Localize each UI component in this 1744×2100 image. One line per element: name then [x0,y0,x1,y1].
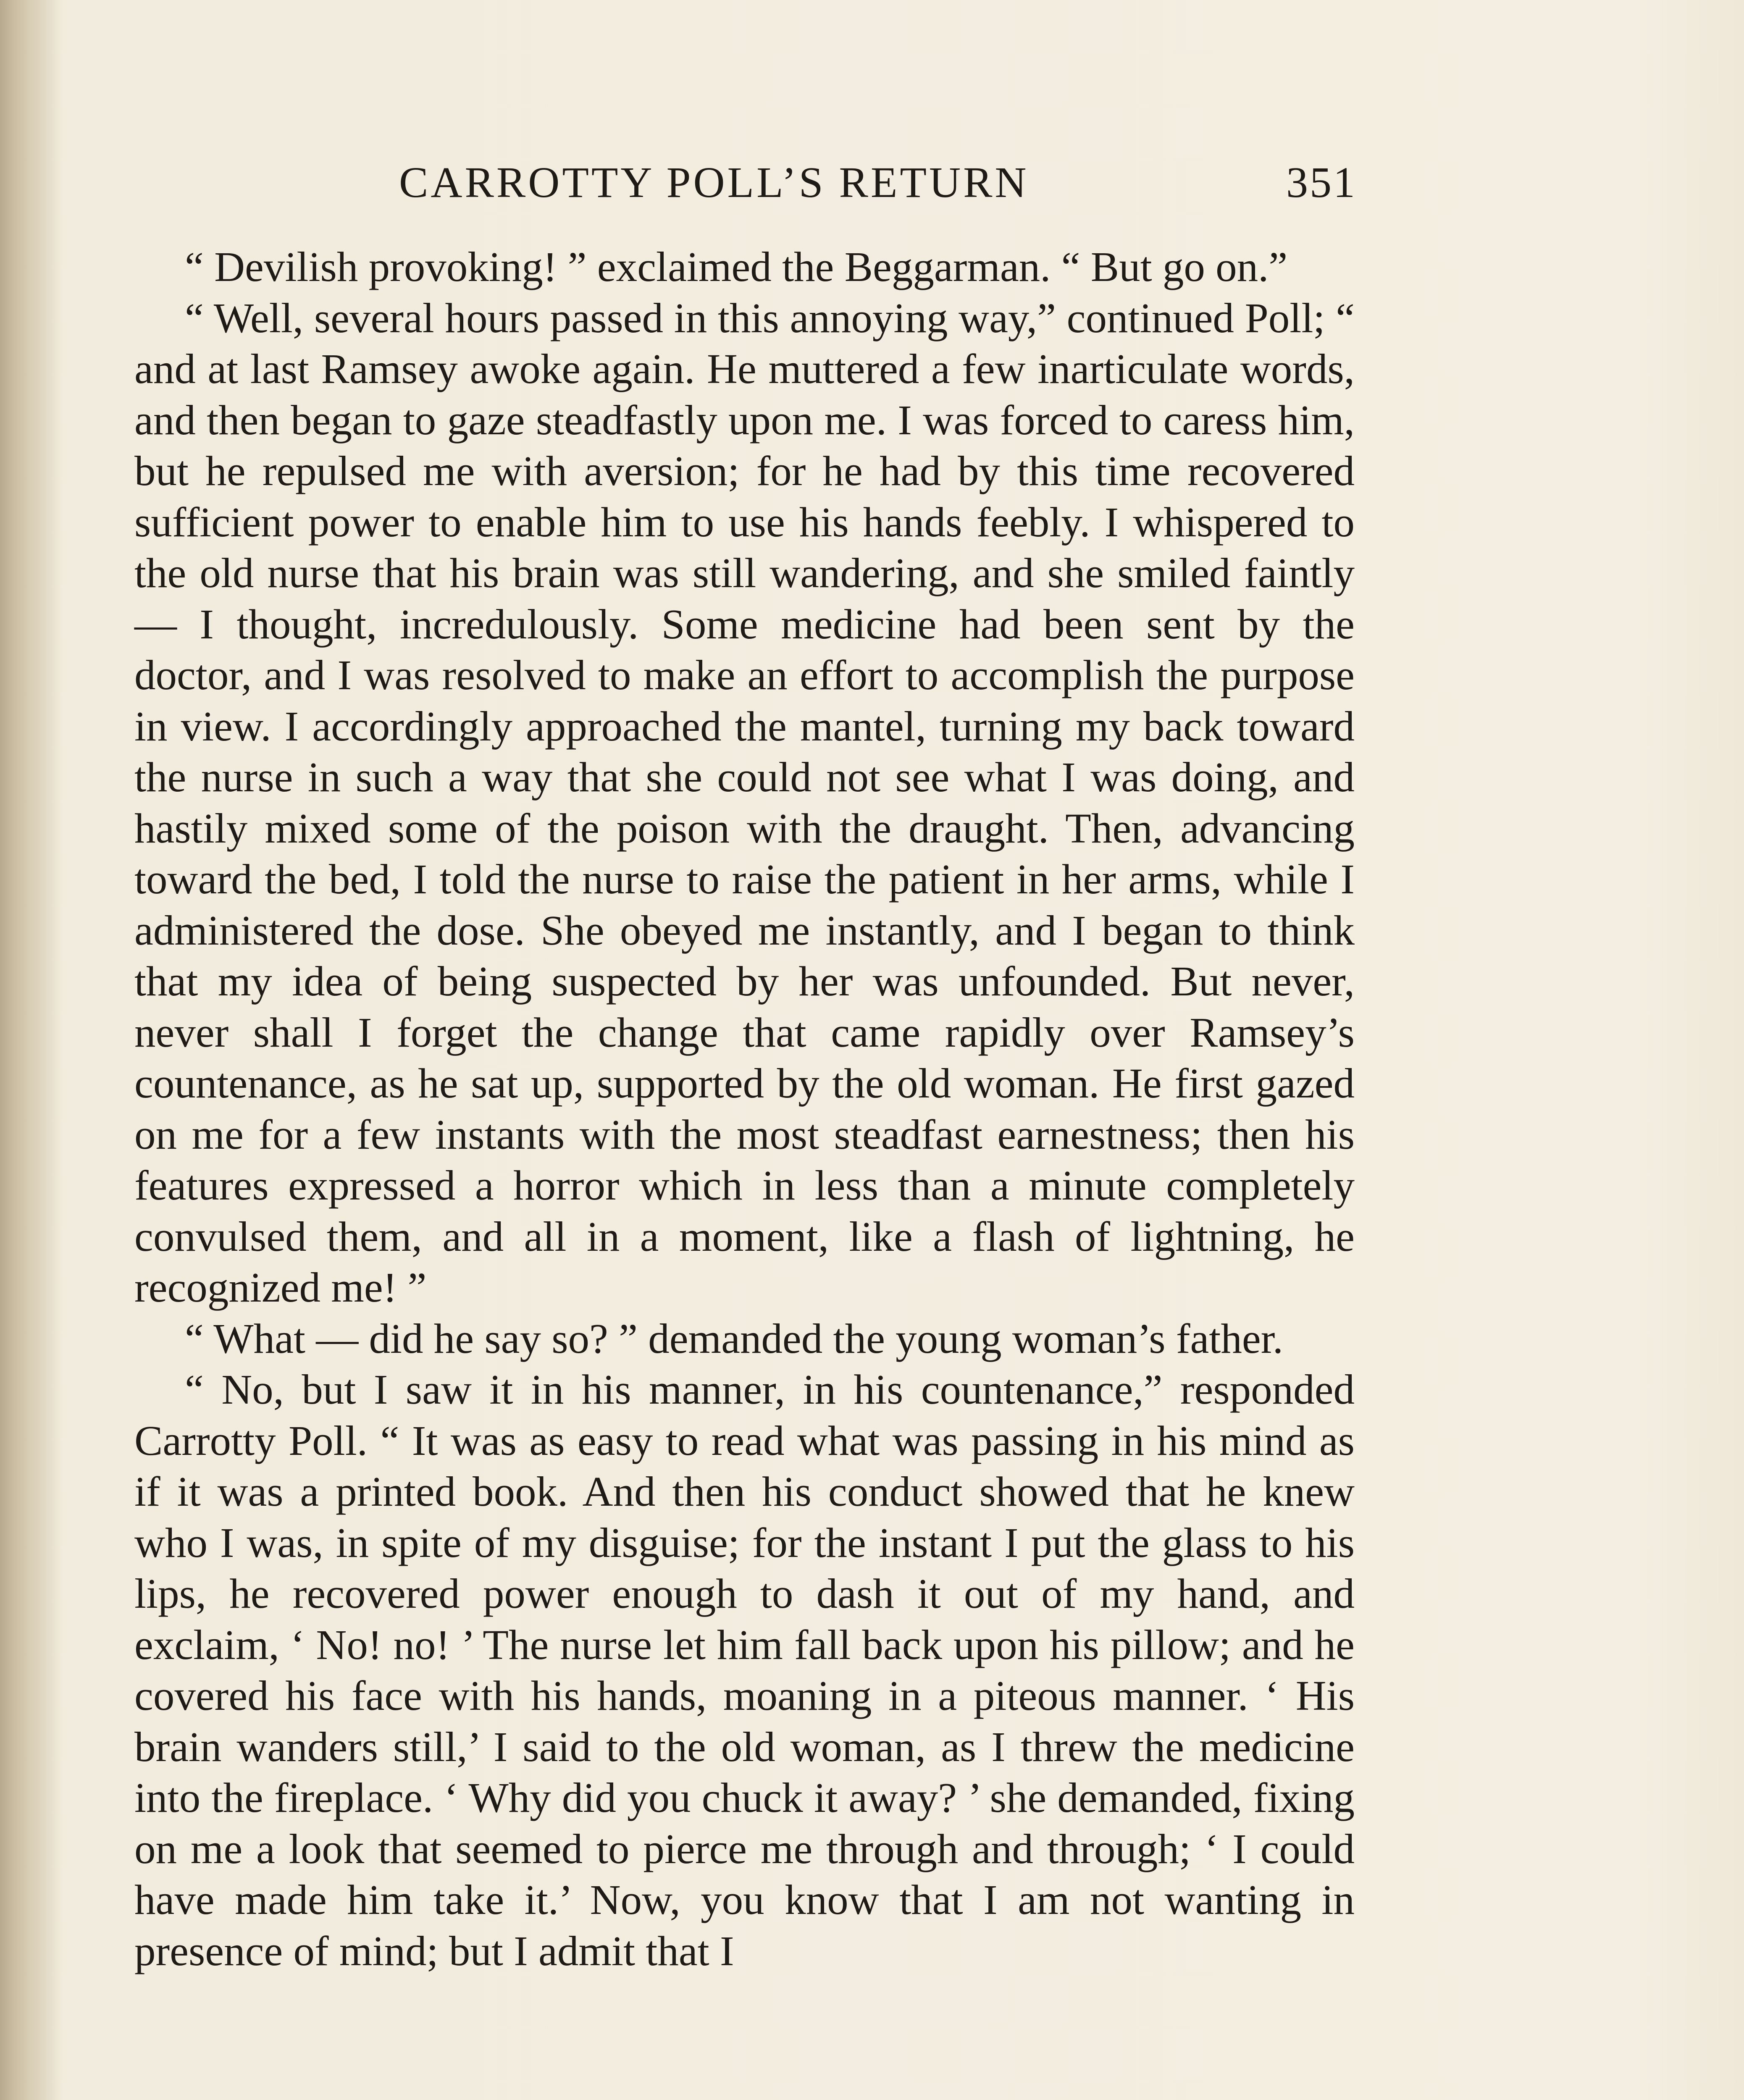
paragraph: “ What — did he say so? ” demanded the young woman’s father. [185,1315,1284,1362]
paragraph: “ Devilish provoking! ” exclaimed the Beggarman. “ But go on.” [185,243,1288,290]
page-binding-shadow [0,0,63,2100]
paragraph: “ Well, several hours passed in this annoying way,” continued Poll; “ and at last Ramsey awoke again. He muttered a few inarticulate words, and then began to gaze steadfastly upon me. I was forced to caress him, but he repulsed me with aversion; for he had by this time recovered sufficient power to enable him to use his hands feebly. I whispered to the old nurse that his brain was still wandering, and she smiled faintly — I thought, incredulously. Some medicine had been sent by the doctor, and I was resolved to make an effort to accomplish the purpose in view. I accordingly approached the mantel, turning my back toward the nurse in such a way that she could not see what I was doing, and hastily mixed some of the poison with the draught. Then, advancing toward the bed, I told the nurse to raise the patient in her arms, while I administered the dose. She obeyed me instantly, and I began to think that my idea of being suspected by her was unfounded. But never, never shall I forget the change that came rapidly over Ramsey’s countenance, as he sat up, supported by the old woman. He first gazed on me for a few instants with the most steadfast earnestness; then his features expressed a horror which in less than a minute completely convulsed them, and all in a moment, like a flash of lightning, he recognized me! ” [134,294,1355,1311]
paragraph: “ No, but I saw it in his manner, in his countenance,” responded Carrotty Poll. “ It was as easy to read what was passing in his mind as if it was a printed book. And then his conduct showed that he knew who I was, in spite of my disguise; for the instant I put the glass to his lips, he recovered power enough to dash it out of my hand, and exclaim, ‘ No! no! ’ The nurse let him fall back upon his pillow; and he covered his face with his hands, moaning in a piteous manner. ‘ His brain wanders still,’ I said to the old woman, as I threw the medicine into the fireplace. ‘ Why did you chuck it away? ’ she demanded, fixing on me a look that seemed to pierce me through and through; ‘ I could have made him take it.’ Now, you know that I am not wanting in presence of mind; but I admit that I [134,1366,1355,1974]
body-text [134,242,1355,1977]
page-number: 351 [1286,158,1357,207]
page-header [134,153,1357,212]
running-head: CARROTTY POLL’S RETURN [399,158,1029,207]
